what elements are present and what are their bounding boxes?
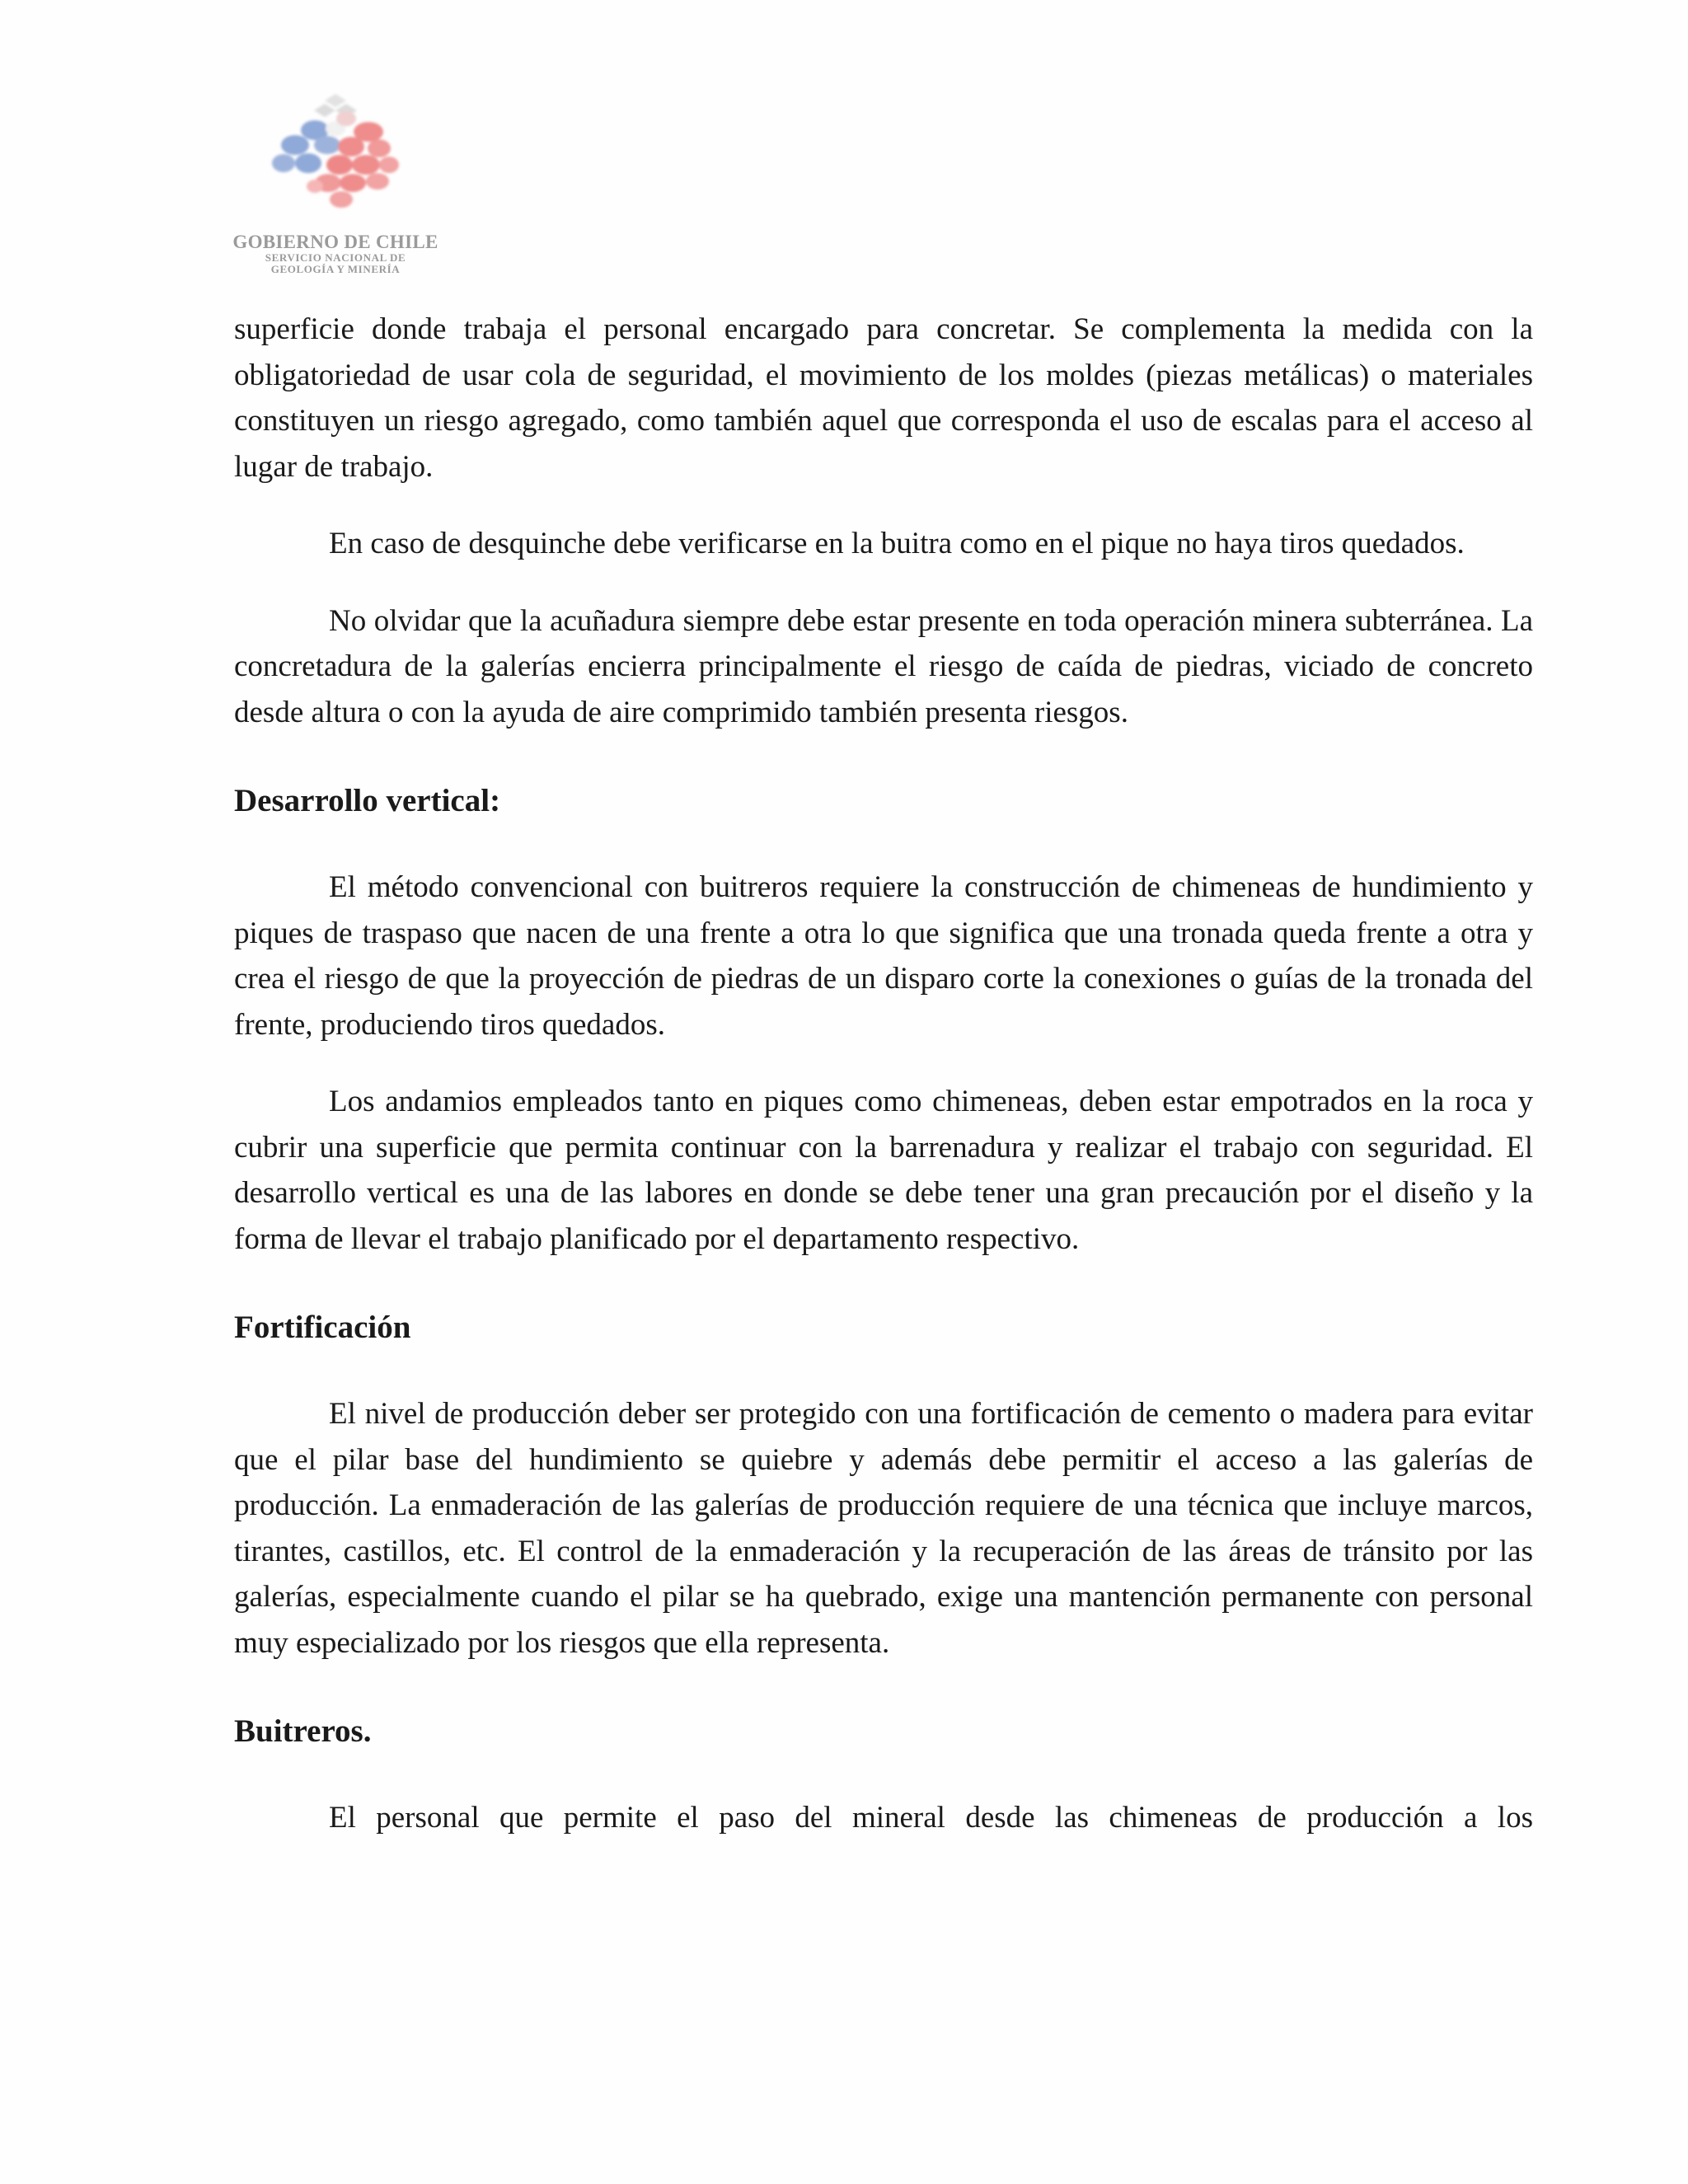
paragraph-andamios: Los andamios empleados tanto en piques como chimeneas, deben estar empotrados en la roca y cubrir una superficie que permita continuar con la barrenadura y realizar el trabajo con seguridad. El desarrollo vertical es una de las labores en donde se debe tener una gran precaución por el diseño y la forma de llevar el trabajo planificado por el departamento respectivo. [234,1085,1533,1256]
logo-caption [232,232,438,274]
heading-fortificacion: Fortificación [234,1310,411,1345]
paragraph-acunadura: No olvidar que la acuñadura siempre debe estar presente en toda operación minera subterránea. La concretadura de la galerías encierra principalmente el riesgo de caída de piedras, viciado de concreto desde altura o con la ayuda de aire comprimido también presenta riesgos. [234,603,1533,729]
heading-buitreros: Buitreros. [234,1713,372,1749]
diamond-mosaic-icon [265,89,406,229]
logo-government-text: GOBIERNO DE CHILE [232,232,438,252]
paragraph-metodo-convencional: El método convencional con buitreros requiere la construcción de chimeneas de hundimiento y piques de traspaso que nacen de una frente a otra lo que significa que una tronada queda frente a otra y crea el riesgo de que la proyección de piedras de un disparo corte la conexiones o guías de la tronada del frente, produciendo tiros quedados. [234,870,1533,1042]
paragraph-personal-buitreros: El personal que permite el paso del mineral desde las chimeneas de producción a los [329,1801,1533,1835]
paragraph-desquinche: En caso de desquinche debe verificarse en la buitra como en el pique no haya tiros quedados. [329,527,1465,560]
document-body [234,307,1533,1841]
logo-geology-text: GEOLOGÍA Y MINERÍA [270,262,401,275]
paragraph-concrete-work: superficie donde trabaja el personal encargado para concretar. Se complementa la medida con la obligatoriedad de usar cola de seguridad, el movimiento de los moldes (piezas metálicas) o materiales constituyen un riesgo agregado, como también aquel que corresponda el uso de escalas para el acceso al lugar de trabajo. [234,312,1533,484]
heading-desarrollo-vertical: Desarrollo vertical: [234,783,501,818]
logo-service-text: SERVICIO NACIONAL DE [265,251,406,265]
paragraph-nivel-produccion: El nivel de producción deber ser protegido con una fortificación de cemento o madera para evitar que el pilar base del hundimiento se quiebre y además debe permitir el acceso a las galerías de producción. La enmaderación de las galerías de producción requiere de una técnica que incluye marcos, tirantes, castillos, etc. El control de la enmaderación y la recuperación de las áreas de tránsito por las galerías, especialmente cuando el pilar se ha quebrado, exige una mantención permanente con personal muy especializado por los riesgos que ella representa. [234,1397,1533,1660]
government-logo [232,89,438,287]
